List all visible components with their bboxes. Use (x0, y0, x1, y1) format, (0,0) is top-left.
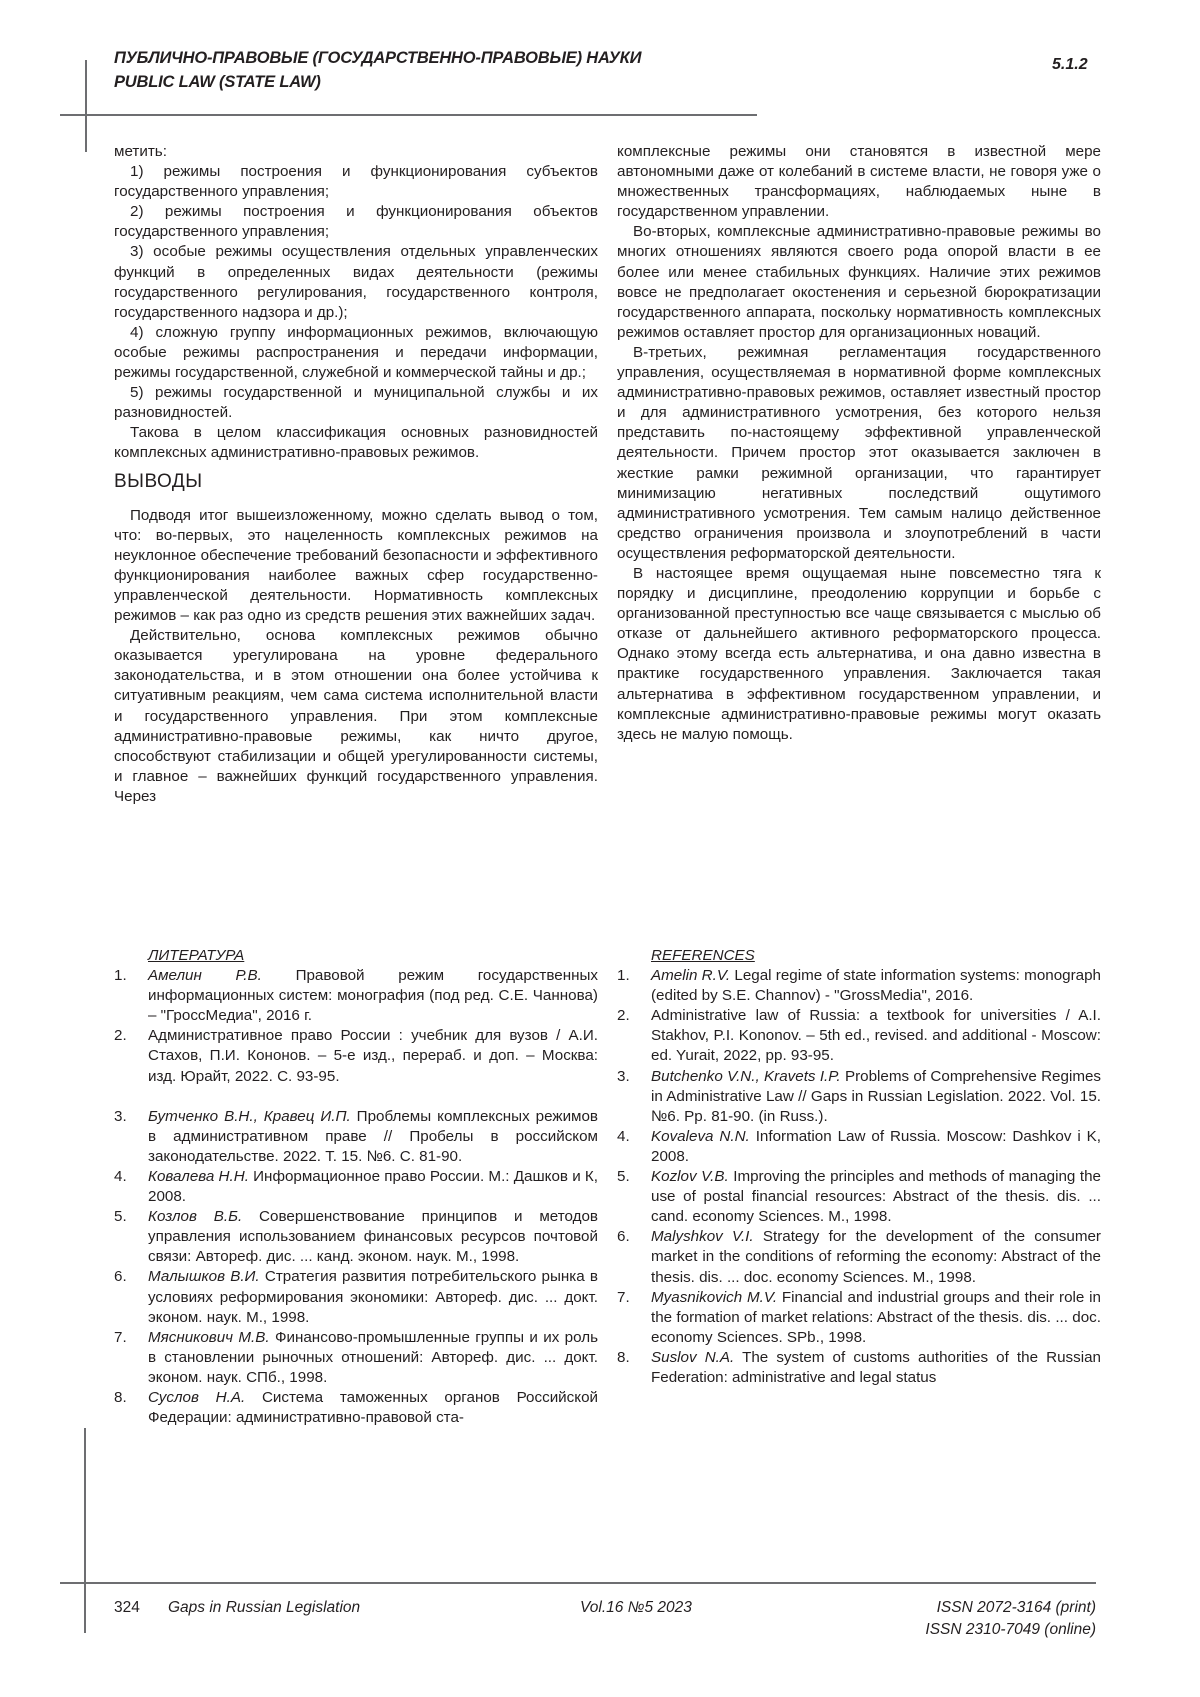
running-head-ru: ПУБЛИЧНО-ПРАВОВЫЕ (ГОСУДАРСТВЕННО-ПРАВОВЫЕ) НАУКИ (114, 49, 642, 67)
reference-item (114, 1267, 598, 1327)
reference-number: 3. (617, 1067, 630, 1085)
issue-info: Vol.16 №5 2023 (580, 1599, 692, 1616)
reference-number: 2. (114, 1027, 127, 1045)
section-heading: ВЫВОДЫ (114, 470, 203, 492)
reference-item (114, 966, 598, 1026)
reference-text: Информационное право России. М.: Дашков и К, 2008. (148, 1167, 598, 1206)
reference-item (114, 1026, 598, 1086)
journal-name: Gaps in Russian Legislation (168, 1599, 361, 1616)
reference-item (617, 1227, 1101, 1287)
reference-author: Myasnikovich M.V. (651, 1288, 778, 1306)
body-column-right (617, 142, 1101, 745)
reference-author: Amelin R.V. (651, 967, 731, 985)
reference-author: Suslov N.A. (651, 1348, 735, 1366)
reference-author: Kovaleva N.N. (651, 1127, 750, 1145)
reference-author: Бутченко В.Н., Кравец И.П. (148, 1107, 351, 1125)
reference-item (114, 1388, 598, 1428)
section-code: 5.1.2 (1052, 56, 1088, 73)
paragraph: Во-вторых, комплексные административно-правовые режимы во многих отношениях являются своего рода опорой власти в ее более или менее стабильных функциях. Наличие этих режимов вовсе не предполагает окостенения и серьезной бюрократизации государственного аппарата, поскольку нормативность комплексных режимов оставляет простор для организационных новаций. (617, 223, 1101, 341)
reference-number: 5. (114, 1208, 127, 1226)
reference-author: Амелин Р.В. (148, 967, 262, 985)
issn-online: ISSN 2310-7049 (online) (925, 1621, 1096, 1638)
list-item: 4) сложную группу информационных режимов, включающую особые режимы распространения и передачи информации, режимы государственной, служебной и коммерческой тайны и др.; (114, 323, 598, 382)
reference-text: Problems of Comprehensive Regimes in Administrative Law // Gaps in Russian Legislation. 2022. Vol. 15. №6. Pp. 81-90. (in Russ.). (651, 1067, 1102, 1125)
reference-item (114, 1167, 598, 1207)
reference-text: Административное право России : учебник для вузов / А.И. Стахов, П.И. Кононов. – 5-е изд., перераб. и доп. – Москва: изд. Юрайт, 2022. С. 93-95. (148, 1027, 598, 1085)
reference-text: Financial and industrial groups and their role in the formation of market relations: Abstract of the thesis. dis. ... doc. economy Sciences. SPb., 1998. (651, 1288, 1102, 1346)
reference-author: Суслов Н.А. (148, 1388, 246, 1406)
list-item: 1) режимы построения и функционирования субъектов государственного управления; (114, 163, 598, 201)
reference-text: Совершенствование принципов и методов управления использованием финансовых ресурсов почтовой связи: Автореф. дис. ... канд. эконом. наук. М., 1998. (148, 1208, 598, 1266)
reference-number: 3. (114, 1107, 127, 1125)
reference-item (617, 966, 1101, 1006)
reference-number: 4. (617, 1127, 630, 1145)
reference-text: Information Law of Russia. Moscow: Dashkov i K, 2008. (651, 1127, 1101, 1165)
references-en-title: REFERENCES (651, 947, 755, 964)
reference-author: Butchenko V.N., Kravets I.P. (651, 1067, 841, 1085)
reference-number: 6. (114, 1268, 127, 1286)
body-column-left (114, 142, 598, 807)
paragraph: метить: (114, 143, 167, 160)
reference-text: Improving the principles and methods of managing the use of postal financial resources: Abstract of the thesis. dis. ... cand. economy Sciences. M., 1998. (651, 1168, 1101, 1226)
reference-author: Малышков В.И. (148, 1268, 260, 1286)
reference-item (617, 1067, 1101, 1127)
running-head (114, 46, 641, 94)
reference-number: 1. (617, 967, 630, 985)
reference-number: 7. (114, 1328, 127, 1346)
reference-item (114, 1328, 598, 1388)
reference-text: Стратегия развития потребительского рынка в условиях реформирования экономики: Автореф. дис. ... докт. эконом. наук. М., 1998. (148, 1268, 598, 1326)
reference-author: Ковалева Н.Н. (148, 1167, 249, 1185)
reference-item (114, 1207, 598, 1267)
page-number: 324 (114, 1599, 140, 1616)
reference-text: Administrative law of Russia: a textbook for universities / A.I. Stakhov, P.I. Kononov. – 5th ed., revised. and additional - Moscow: ed. Yurait, 2022, pp. 93-95. (651, 1007, 1101, 1065)
reference-author: Kozlov V.B. (651, 1168, 729, 1186)
reference-item (114, 1107, 598, 1167)
footer-horizontal-rule (60, 1582, 1096, 1584)
reference-text: Правовой режим государственных информационных систем: монография (под ред. С.Е. Чаннова) – "ГроссМедиа", 2016 г. (148, 967, 598, 1025)
references-ru-title: ЛИТЕРАТУРА (148, 947, 245, 964)
paragraph: В настоящее время ощущаемая ныне повсеместно тяга к порядку и дисциплине, преодолению коррупции и борьбе с организованной преступностью все чаще связывается с мыслью об отказе от дальнейшего активного реформаторского процесса. Однако этому всегда есть альтернатива, и она давно известна в практике государственного управления. Заключается такая альтернатива в эффективном государственном управлении, и комплексные административно-правовые режимы могут оказать здесь не малую помощь. (617, 564, 1101, 743)
running-head-en: PUBLIC LAW (STATE LAW) (114, 73, 321, 91)
reference-text: Strategy for the development of the consumer market in the conditions of reforming the economy: Abstract of the thesis. dis. ... doc. economy Sciences. M., 1998. (651, 1228, 1101, 1286)
reference-number: 4. (114, 1167, 127, 1185)
paragraph: Подводя итог вышеизложенному, можно сделать вывод о том, что: во-первых, это нацеленность комплексных режимов на неуклонное обеспечение требований безопасности и эффективного функционирования наиболее важных сфер государственно-управленческой деятельности. Нормативность комплексных режимов – как раз одно из средств решения этих важнейших задач. (114, 506, 598, 625)
reference-number: 8. (114, 1388, 127, 1406)
reference-text: Система таможенных органов Российской Федерации: административно-правовой ста- (148, 1388, 598, 1427)
list-item: 3) особые режимы осуществления отдельных управленческих функций в определенных видах деятельности (режимы государственного регулирования, государственного контроля, государственного надзора и др.); (114, 243, 598, 321)
reference-text: Legal regime of state information systems: monograph (edited by S.E. Channov) - "GrossMedia", 2016. (651, 967, 1101, 1005)
list-item: 2) режимы построения и функционирования объектов государственного управления; (114, 203, 598, 241)
footer-vertical-rule (84, 1428, 86, 1633)
issn-print: ISSN 2072-3164 (print) (936, 1599, 1096, 1616)
references-ru (114, 946, 598, 1428)
reference-text: Финансово-промышленные группы и их роль в становлении рыночных отношений: Автореф. дис. ... докт. эконом. наук. СПб., 1998. (148, 1328, 598, 1386)
reference-item (617, 1167, 1101, 1227)
reference-author: Мясникович М.В. (148, 1328, 270, 1346)
spacer (114, 1087, 598, 1107)
reference-text: Проблемы комплексных режимов в административном праве // Пробелы в российском законодательстве. 2022. Т. 15. №6. С. 81-90. (148, 1107, 599, 1165)
header-vertical-rule (85, 60, 87, 152)
reference-text: The system of customs authorities of the Russian Federation: administrative and legal status (651, 1348, 1101, 1386)
header-horizontal-rule (60, 114, 757, 116)
reference-item (617, 1288, 1101, 1348)
reference-author: Malyshkov V.I. (651, 1228, 754, 1246)
paragraph: комплексные режимы они становятся в известной мере автономными даже от колебаний в системе власти, не говоря уже о множественных трансформациях, наблюдаемых ныне в государственном управлении. (617, 143, 1101, 221)
issn-block (925, 1597, 1096, 1641)
reference-number: 8. (617, 1348, 630, 1366)
reference-number: 1. (114, 967, 127, 985)
list-item: 5) режимы государственной и муниципальной службы и их разновидностей. (114, 384, 598, 422)
reference-item (617, 1348, 1101, 1388)
paragraph: Действительно, основа комплексных режимов обычно оказывается урегулирована на уровне федерального законодательства, и в этом отношении она более устойчива к ситуативным реакциям, чем сама система исполнительной власти и государственного управления. При этом комплексные административно-правовые режимы, как ничто другое, способствуют стабилизации и общей урегулированности системы, и главное – важнейших функций государственного управления. Через (114, 627, 598, 805)
reference-author: Козлов В.Б. (148, 1208, 243, 1226)
reference-item (617, 1006, 1101, 1066)
reference-number: 2. (617, 1007, 630, 1025)
reference-number: 5. (617, 1168, 630, 1186)
references-en (617, 946, 1101, 1388)
paragraph: В-третьих, режимная регламентация государственного управления, осуществляемая в нормативной форме комплексных административно-правовых режимов, оставляет известный простор и для административного усмотрения, без которого нельзя представить по-настоящему эффективной управленческой деятельности. Причем простор этот оказывается заключен в жесткие рамки режимной организации, что гарантирует минимизацию негативных последствий ощутимого административного усмотрения. Тем самым налицо действенное средство ограничения произвола и злоупотреблений в части осуществления реформаторской деятельности. (617, 343, 1101, 562)
reference-number: 7. (617, 1288, 630, 1306)
paragraph: Такова в целом классификация основных разновидностей комплексных административно-правовых режимов. (114, 424, 598, 462)
reference-item (617, 1127, 1101, 1167)
reference-number: 6. (617, 1228, 630, 1246)
